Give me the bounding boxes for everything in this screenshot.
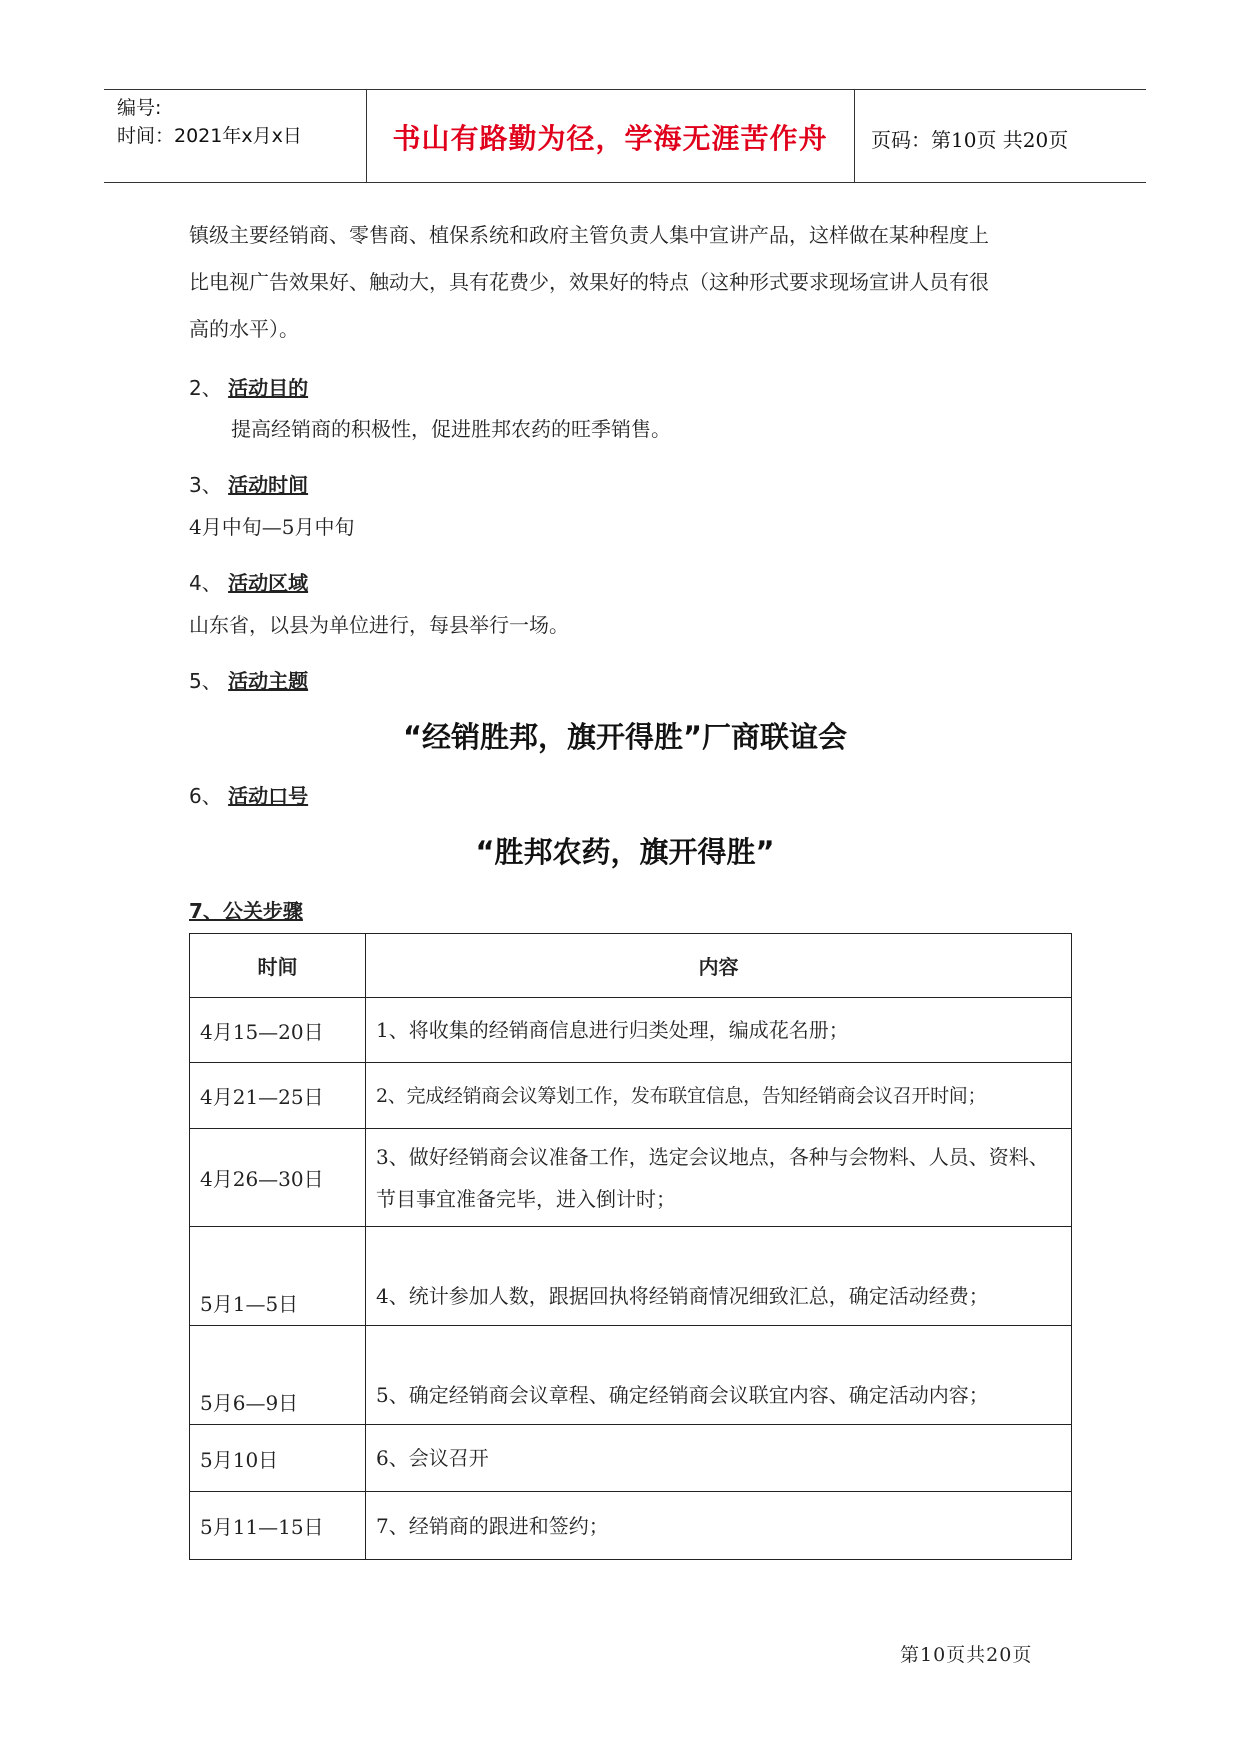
section-6-heading [189, 780, 308, 809]
section-title: 活动主题 [228, 669, 309, 693]
column-header-content: 内容 [366, 934, 1072, 998]
row-time: 4月15—20日 [190, 998, 366, 1063]
row-time: 5月10日 [190, 1425, 366, 1492]
header-page-info: 页码：第10页 共20页 [871, 128, 1069, 152]
row-time: 4月26—30日 [190, 1129, 366, 1227]
table-row [190, 1129, 1072, 1227]
row-content: 3、做好经销商会议准备工作，选定会议地点，各种与会物料、人员、资料、节目事宜准备完毕，进入倒计时； [366, 1129, 1072, 1227]
section-3-body: 4月中旬—5月中旬 [189, 515, 355, 539]
section-2-body: 提高经销商的积极性，促进胜邦农药的旺季销售。 [231, 417, 671, 441]
section-title: 活动时间 [228, 473, 309, 497]
section-2-heading [189, 372, 308, 401]
section-number: 2、 [189, 376, 222, 400]
row-time: 5月11—15日 [190, 1492, 366, 1560]
table-header-row [190, 934, 1072, 998]
row-content: 6、会议召开 [366, 1425, 1072, 1492]
table-row [190, 1425, 1072, 1492]
row-time: 4月21—25日 [190, 1063, 366, 1129]
intro-line: 高的水平）。 [189, 317, 299, 341]
intro-line: 镇级主要经销商、零售商、植保系统和政府主管负责人集中宣讲产品，这样做在某种程度上 [189, 223, 989, 247]
activity-theme: “经销胜邦，旗开得胜”厂商联谊会 [402, 720, 848, 754]
header-motto: 书山有路勤为径，学海无涯苦作舟 [392, 122, 828, 155]
table-row [190, 998, 1072, 1063]
section-3-heading [189, 469, 308, 498]
document-time-label: 时间：2021年x月x日 [117, 125, 302, 147]
document-number-label: 编号: [117, 97, 162, 119]
header-divider-left [366, 89, 367, 182]
header-bottom-rule [104, 182, 1146, 183]
section-number: 5、 [189, 669, 222, 693]
section-title: 7、公关步骤 [189, 899, 303, 923]
row-content: 2、完成经销商会议筹划工作，发布联宜信息，告知经销商会议召开时间； [366, 1063, 1072, 1129]
section-title: 活动目的 [228, 376, 309, 400]
row-time: 5月1—5日 [190, 1227, 366, 1326]
section-4-heading [189, 567, 308, 596]
column-header-time: 时间 [190, 934, 366, 998]
section-5-heading [189, 665, 308, 694]
section-number: 4、 [189, 571, 222, 595]
section-number: 3、 [189, 473, 222, 497]
intro-line: 比电视广告效果好、触动大，具有花费少，效果好的特点（这种形式要求现场宣讲人员有很 [189, 270, 989, 294]
pr-steps-table [189, 933, 1072, 1560]
intro-paragraph [189, 212, 1089, 353]
table-row [190, 1492, 1072, 1560]
row-time: 5月6—9日 [190, 1326, 366, 1425]
row-content: 7、经销商的跟进和签约； [366, 1492, 1072, 1560]
section-number: 6、 [189, 784, 222, 808]
section-7-heading [189, 895, 303, 924]
header-top-rule [104, 89, 1146, 90]
table-row [190, 1227, 1072, 1326]
footer-page-number: 第10页共20页 [900, 1644, 1033, 1666]
table-row [190, 1063, 1072, 1129]
section-title: 活动区域 [228, 571, 309, 595]
section-title: 活动口号 [228, 784, 309, 808]
row-content: 4、统计参加人数，跟据回执将经销商情况细致汇总，确定活动经费； [366, 1227, 1072, 1326]
header-divider-right [854, 89, 855, 182]
table-row [190, 1326, 1072, 1425]
section-4-body: 山东省，以县为单位进行，每县举行一场。 [189, 613, 569, 637]
row-content: 1、将收集的经销商信息进行归类处理，编成花名册； [366, 998, 1072, 1063]
row-content: 5、确定经销商会议章程、确定经销商会议联宜内容、确定活动内容； [366, 1326, 1072, 1425]
activity-slogan: “胜邦农药，旗开得胜” [475, 835, 775, 869]
